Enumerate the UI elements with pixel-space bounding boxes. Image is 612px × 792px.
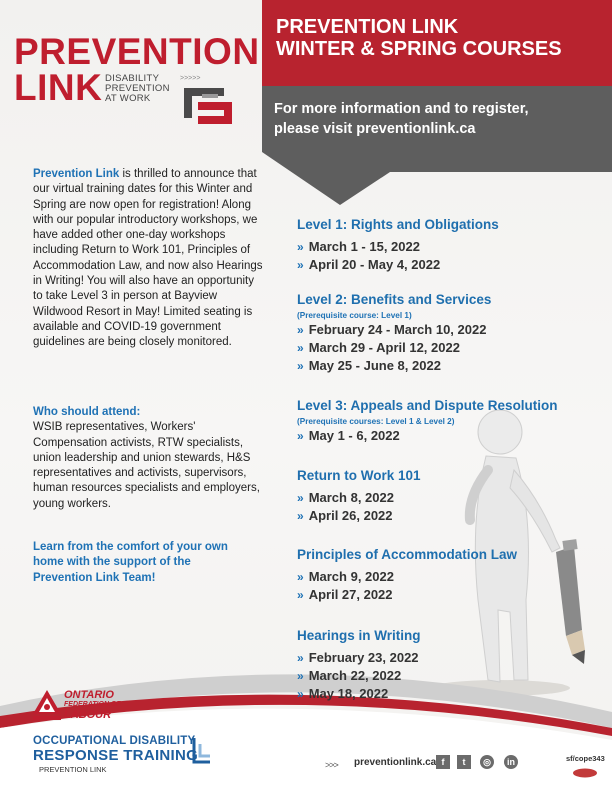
header-title-box: [262, 0, 612, 86]
date-text: April 26, 2022: [308, 508, 393, 523]
learn-statement: Learn from the comfort of your own home with the support of the Prevention Link Team!: [33, 541, 228, 584]
union-bug-icon: [572, 768, 598, 778]
date-text: March 29 - April 12, 2022: [308, 340, 460, 355]
course-date: [297, 507, 597, 525]
course-title: Level 3: Appeals and Dispute Resolution: [297, 398, 558, 413]
logo-sub-line: PREVENTION: [105, 83, 170, 94]
logo-prevention: PREVENTION: [14, 31, 260, 72]
course-return-to-work: [297, 467, 597, 525]
title-line: PREVENTION LINK: [276, 16, 459, 38]
course-hearings-in-writing: [297, 627, 597, 703]
course-date: [297, 256, 597, 274]
arrows-icon: >>>: [325, 760, 338, 770]
logo-subtitle: [105, 74, 170, 104]
date-text: March 8, 2022: [308, 490, 394, 505]
course-title: Principles of Accommodation Law: [297, 547, 518, 562]
instagram-icon[interactable]: ◎: [480, 755, 494, 769]
twitter-icon[interactable]: t: [457, 755, 471, 769]
intro-text: is thrilled to announce that our virtual training dates for this Winter and Spring are now open for registration! Along with our popular introductory workshops, we have added other one-day workshops including Return to Work 101, Principles of Accommodation Law, and now also Hearings in Writing! You will also have an opportunity to take Level 3 in person at Bayview Wildwood Resort in May! Limited seating is available and COVID-19 government guidelines are being closely monitored.: [33, 168, 263, 349]
course-accommodation-law: [297, 546, 597, 604]
logo-link: LINK: [14, 67, 103, 108]
info-line: For more information and to register,: [274, 101, 529, 117]
chevron-icon: »: [297, 323, 304, 337]
course-title: Level 1: Rights and Obligations: [297, 217, 499, 232]
chevron-icon: »: [297, 651, 304, 665]
who-should-attend: [33, 405, 265, 512]
odrt-title-line2: RESPONSE TRAINING: [33, 747, 199, 764]
course-title: Hearings in Writing: [297, 628, 421, 643]
ofl-logo-icon: [33, 690, 61, 722]
website-link[interactable]: preventionlink.ca: [354, 757, 437, 768]
ofl-name: [64, 690, 121, 720]
course-date: [297, 667, 597, 685]
course-level-2: [297, 291, 597, 375]
linkedin-icon[interactable]: in: [504, 755, 518, 769]
info-line: please visit preventionlink.ca: [274, 121, 476, 137]
date-text: April 27, 2022: [308, 587, 393, 602]
course-date: [297, 586, 597, 604]
course-title: Return to Work 101: [297, 468, 421, 483]
title-line: WINTER & SPRING COURSES: [276, 38, 562, 60]
logo-sub-line: AT WORK: [105, 93, 151, 104]
course-date: [297, 357, 597, 375]
chevron-icon: »: [297, 509, 304, 523]
svg-text:>>>>>: >>>>>: [180, 75, 201, 82]
course-date: [297, 339, 597, 357]
facebook-icon[interactable]: f: [436, 755, 450, 769]
course-level-3: [297, 397, 597, 445]
chevron-icon: »: [297, 570, 304, 584]
odrt-mark-icon: [192, 736, 212, 766]
page-title: [276, 16, 562, 60]
course-date: [297, 321, 597, 339]
intro-brand: Prevention Link: [33, 168, 120, 180]
header-info-box: [262, 86, 612, 152]
chevron-icon: »: [297, 669, 304, 683]
course-date: [297, 489, 597, 507]
date-text: May 18, 2022: [308, 686, 389, 701]
odrt-title-line1: OCCUPATIONAL DISABILITY: [33, 735, 196, 747]
chevron-icon: »: [297, 359, 304, 373]
cope-label: sf/cope343: [566, 754, 605, 763]
course-date: [297, 685, 597, 703]
odrt-subtitle: PREVENTION LINK: [39, 765, 107, 774]
chevron-icon: »: [297, 240, 304, 254]
ofl-line: ONTARIO: [64, 689, 114, 701]
date-text: May 25 - June 8, 2022: [308, 358, 441, 373]
chevron-icon: »: [297, 588, 304, 602]
ofl-line: FEDERATION OF: [64, 701, 121, 708]
who-heading: Who should attend:: [33, 406, 141, 418]
chevron-icon: »: [297, 429, 304, 443]
chevron-icon: »: [297, 491, 304, 505]
course-prerequisite: (Prerequisite courses: Level 1 & Level 2): [297, 417, 455, 426]
date-text: May 1 - 6, 2022: [308, 428, 400, 443]
ofl-line: LABOUR: [64, 709, 112, 721]
date-text: February 24 - March 10, 2022: [308, 322, 487, 337]
date-text: April 20 - May 4, 2022: [308, 257, 441, 272]
course-title: Level 2: Benefits and Services: [297, 292, 492, 307]
register-info: [274, 99, 529, 139]
date-text: March 9, 2022: [308, 569, 394, 584]
date-text: March 1 - 15, 2022: [308, 239, 420, 254]
chevron-icon: »: [297, 258, 304, 272]
course-date: [297, 238, 597, 256]
date-text: March 22, 2022: [308, 668, 402, 683]
date-text: February 23, 2022: [308, 650, 419, 665]
course-date: [297, 427, 597, 445]
logo-sub-line: DISABILITY: [105, 73, 160, 84]
course-level-1: [297, 216, 597, 274]
course-date: [297, 568, 597, 586]
who-text: WSIB representatives, Workers' Compensation activists, RTW specialists, union leadership and union stewards, H&S representatives and activists, supervisors, human resources specialists and employers, young workers.: [33, 421, 260, 510]
course-prerequisite: (Prerequisite course: Level 1): [297, 311, 412, 320]
prevention-link-mark-icon: [178, 74, 238, 128]
header-chevron: [262, 152, 612, 205]
course-date: [297, 649, 597, 667]
chevron-icon: »: [297, 687, 304, 701]
intro-paragraph: [33, 167, 265, 351]
chevron-icon: »: [297, 341, 304, 355]
